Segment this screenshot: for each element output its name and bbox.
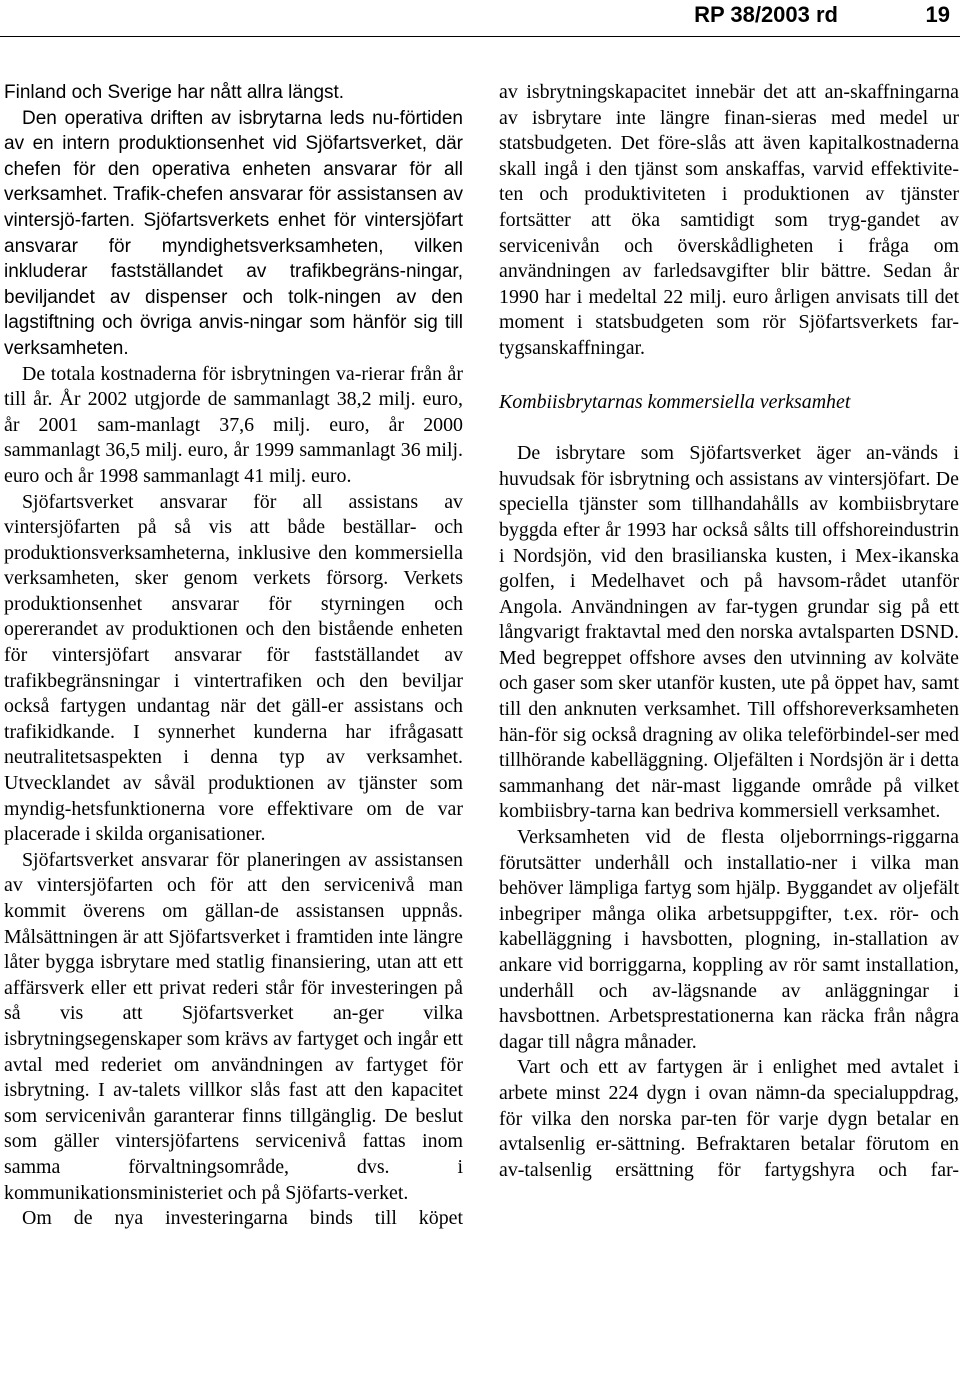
paragraph: Sjöfartsverket ansvarar för all assistans av vintersjöfarten på så vis att både beställar- och produktionsverksamheterna, inklusive den kommersiella verksamheten, sker genom verkets försorg. Verkets produktionsenhet ansvarar för styrningen och opererandet av produktionen och den bistående enheten för vintersjöfart ansvarar för fastställandet av trafikbegränsningar i vintertrafiken och den beviljar också fartygen undantag när det gäll-er assistans och trafikidkande. I synnerhet kunderna har ifrågasatt neutralitetsaspekten i denna typ av verksamhet. Utvecklandet av såväl produktionen av tjänster som myndig-hetsfunktionerna vore effektivare om de var placerade i skilda organisationer. [4,490,463,846]
right-column [499,80,959,1183]
paragraph: av isbrytningskapacitet innebär det att an-skaffningarna av isbrytare inte längre finan-sieras med medel ur statsbudgeten. Det före-slås att även kapitalkostnaderna skall ingå i den tjänst som anskaffas, varvid effektivite-ten och produktiviteten i produktionen av tjänster fortsätter att öka samtidigt som tryg-gandet av servicenivån och överskådligheten i fråga om användningen av farledsavgifter blir bättre. Sedan år 1990 har i medeltal 22 milj. euro årligen anvisats till det moment i statsbudgeten som rör Sjöfartsverkets far-tygsanskaffningar. [499,81,959,359]
paragraph: Den operativa driften av isbrytarna leds nu-förtiden av en intern produktionsenhet vid Sjöfartsverket, där chefen för den operativa enheten ansvarar för all verksamhet. Trafik-chefen ansvarar för assistansen av vintersjö-farten. Sjöfartsverkets enhet för vintersjöfart ansvarar för myndighetsverksamheten, vilken inkluderar fastställandet av trafikbegräns-ningar, beviljandet av dispenser och tolk-ningen av den lagstiftning och övriga anvis-ningar som hänför sig till verksamheten. [4,107,463,359]
paragraph: Verksamheten vid de flesta oljeborrnings-riggarna förutsätter underhåll och installatio-ner i vilka man behöver lämpliga fartyg som hjälp. Byggandet av oljefält inbegriper många olika arbetsuppgifter, t.ex. rör- och kabelläggning i havsbotten, plogning, in-stallation av ankare vid borriggarna, koppling av rör samt installation, underhåll och av-lägsnande av anläggningar i havsbottnen. Arbetsprestationerna kan räcka från några dagar till några månader. [499,826,959,1053]
page-header [0,0,960,40]
paragraph: Sjöfartsverket ansvarar för planeringen av assistansen av vintersjöfarten och för att den servicenivå man kommit överens om gällan-de assistansen uppnås. Målsättningen är att Sjöfartsverket i framtiden inte längre låter bygga isbrytare med statlig finansiering, utan att ett affärsverk eller ett privat rederi står för investeringen på så vis att Sjöfartsverket an-ger vilka isbrytningsegenskaper som krävs av fartyget och ingår ett avtal med rederiet om användningen av fartyget för isbrytning. I av-talets villkor slås fast att den kapacitet som servicenivån garanterar finns tillgänglig. De beslut som gäller vintersjöfartens servicenivå fattas inom samma förvaltningsområde, dvs. i kommunikationsministeriet och på Sjöfarts-verket. [4,848,464,1204]
paragraph: Finland och Sverige har nått allra längst. [4,82,345,103]
paragraph: De isbrytare som Sjöfartsverket äger an-vänds i huvudsak för isbrytning och assistans av vintersjöfart. De speciella tjänster som tillhandahålls av kombiisbrytare byggda efter år 1993 har också sålts till offshoreindustrin i Nordsjön, vid den brasilianska kusten, i Mex-ikanska golfen, i Medelhavet och på havsom-rådet utanför Angola. Användningen av far-tygen grundar sig på ett långvarigt fraktavtal med den norska avtalsparten DSND. Med begreppet offshore avses den utvinning av kolväte och gaser som sker utanför kusten, ute på öppet hav, samt till den anknuten verksamhet. Till offshoreverksamheten hän-för sig också dragning av olika teleförbindel-ser med tillhörande kabelläggning. Oljefälten i Nordsjön är i detta sammanhang det när-mast liggande område på vilket kombiisbry-tarna kan bedriva kommersiell verksamhet. [499,442,959,823]
paragraph: De totala kostnaderna för isbrytningen va-rierar från år till år. År 2002 utgjorde de sammanlagt 38,2 milj. euro, år 2001 sam-manlagt 37,6 milj. euro, år 2000 sammanlagt 36,5 milj. euro, år 1999 sammanlagt 36 milj. euro och år 1998 sammanlagt 41 milj. euro. [4,362,463,487]
paragraph: Om de nya investeringarna binds till köpet [22,1207,463,1230]
header-divider [0,36,960,37]
paragraph: Vart och ett av fartygen är i enlighet med avtalet i arbete minst 224 dygn i ovan nämn-da specialuppdrag, för vilka den norska par-ten för varje dygn betalar en avtalsenlig er-sättning. Befraktaren betalar förutom en av-talsenlig ersättning för fartygshyra och far- [499,1056,959,1181]
left-column [4,80,463,1232]
page-number: 19 [925,2,950,27]
section-heading: Kombiisbrytarnas kommersiella verksamhet [499,390,851,413]
document-id: RP 38/2003 rd [694,2,838,27]
